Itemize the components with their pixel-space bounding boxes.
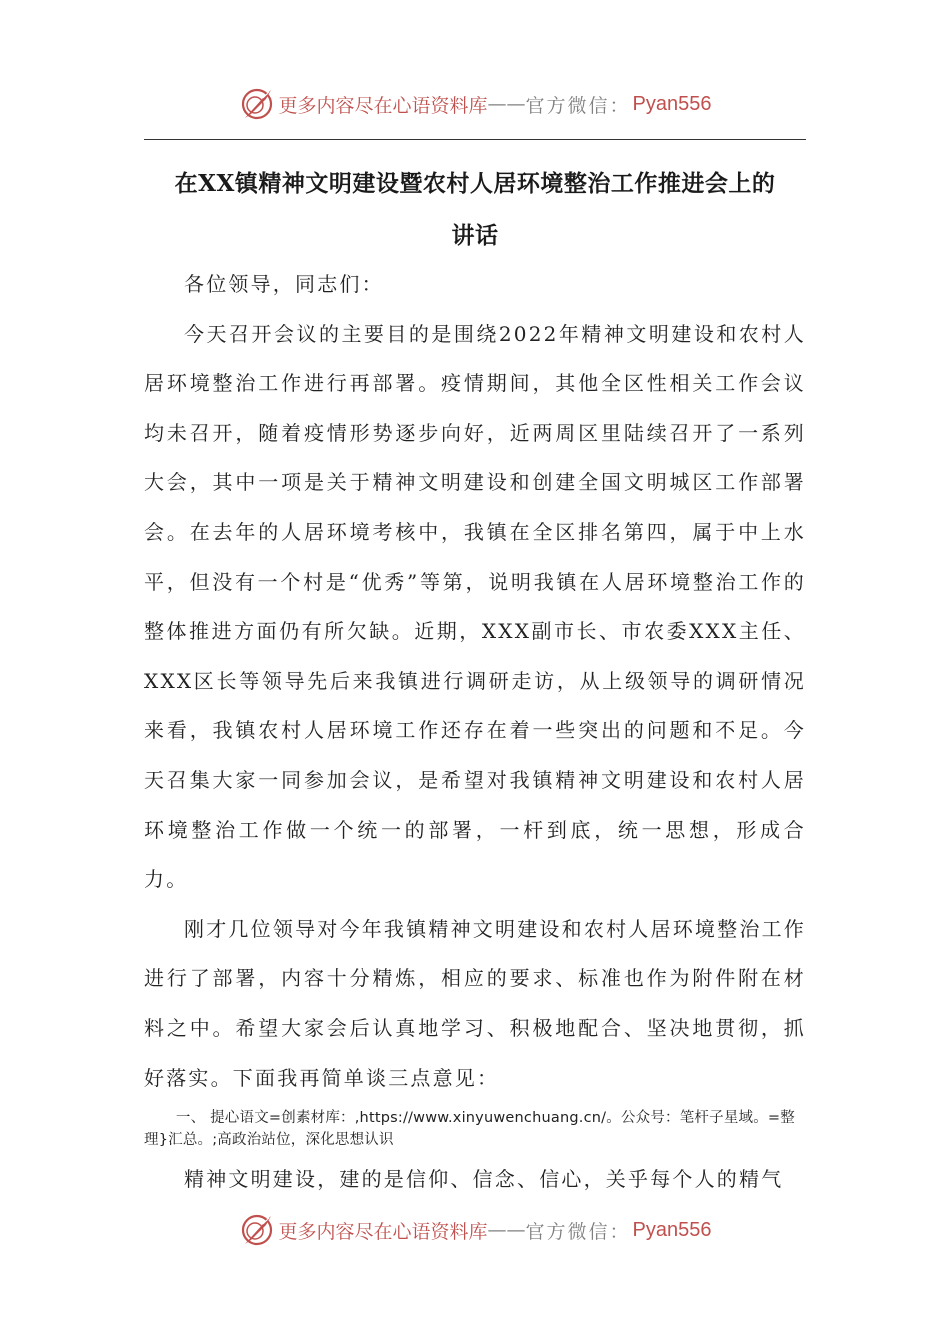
greeting: 各位领导，同志们： bbox=[184, 272, 384, 296]
banner-wechat-label: 官方微信： bbox=[525, 1220, 631, 1243]
quill-logo-icon bbox=[239, 86, 275, 122]
banner-wechat-id: Pyan556 bbox=[632, 92, 712, 115]
banner-wechat-id: Pyan556 bbox=[632, 1218, 712, 1241]
footer-watermark-banner bbox=[0, 1210, 950, 1250]
quill-logo-icon bbox=[239, 1212, 275, 1248]
banner-separator: —— bbox=[487, 1219, 526, 1241]
banner-wechat-label: 官方微信： bbox=[525, 94, 631, 117]
banner-slogan: 更多内容尽在心语资料库 bbox=[278, 1220, 488, 1243]
title-line-2: 讲话 bbox=[451, 222, 499, 249]
body-paragraph: 精神文明建设，建的是信仰、信念、信心，关乎每个人的精气 bbox=[184, 1167, 784, 1192]
body-paragraph: 今天召开会议的主要目的是围绕2022年精神文明建设和农村人居环境整治工作进行再部署。疫情期间，其他全区性相关工作会议均未召开，随着疫情形势逐步向好，近两周区里陆续召开了一系列大会，其中一项是关于精神文明建设和创建全国文明城区工作部署会。在去年的人居环境考核中，我镇在全区排名第四，属于中上水平，但没有一个村是“优秀”等第，说明我镇在人居环境整治工作的整体推进方面仍有所欠缺。近期，XXX副市长、市农委XXX主任、XXX区长等领导先后来我镇进行调研走访，从上级领导的调研情况来看，我镇农村人居环境工作还存在着一些突出的问题和不足。今天召集大家一同参加会议，是希望对我镇精神文明建设和农村人居环境整治工作做一个统一的部署，一杆到底，统一思想，形成合力。 bbox=[144, 321, 806, 892]
document-title bbox=[144, 158, 806, 262]
title-line-1: 在XX镇精神文明建设暨农村人居环境整治工作推进会上的 bbox=[174, 170, 776, 197]
banner-separator: —— bbox=[487, 93, 526, 115]
document-body bbox=[144, 260, 806, 1205]
header-watermark-banner bbox=[0, 84, 950, 124]
header-divider bbox=[144, 139, 806, 140]
section-heading: 一、 提心语文=创素材库：,https://www.xinyuwenchuang.cn/。公众号：笔杆子星域。=整理}汇总。;高政治站位，深化思想认识 bbox=[144, 1110, 795, 1149]
body-paragraph: 刚才几位领导对今年我镇精神文明建设和农村人居环境整治工作进行了部署，内容十分精炼，相应的要求、标准也作为附件附在材料之中。希望大家会后认真地学习、积极地配合、坚决地贯彻，抓好落实。下面我再简单谈三点意见： bbox=[144, 916, 806, 1090]
banner-slogan: 更多内容尽在心语资料库 bbox=[278, 94, 488, 117]
